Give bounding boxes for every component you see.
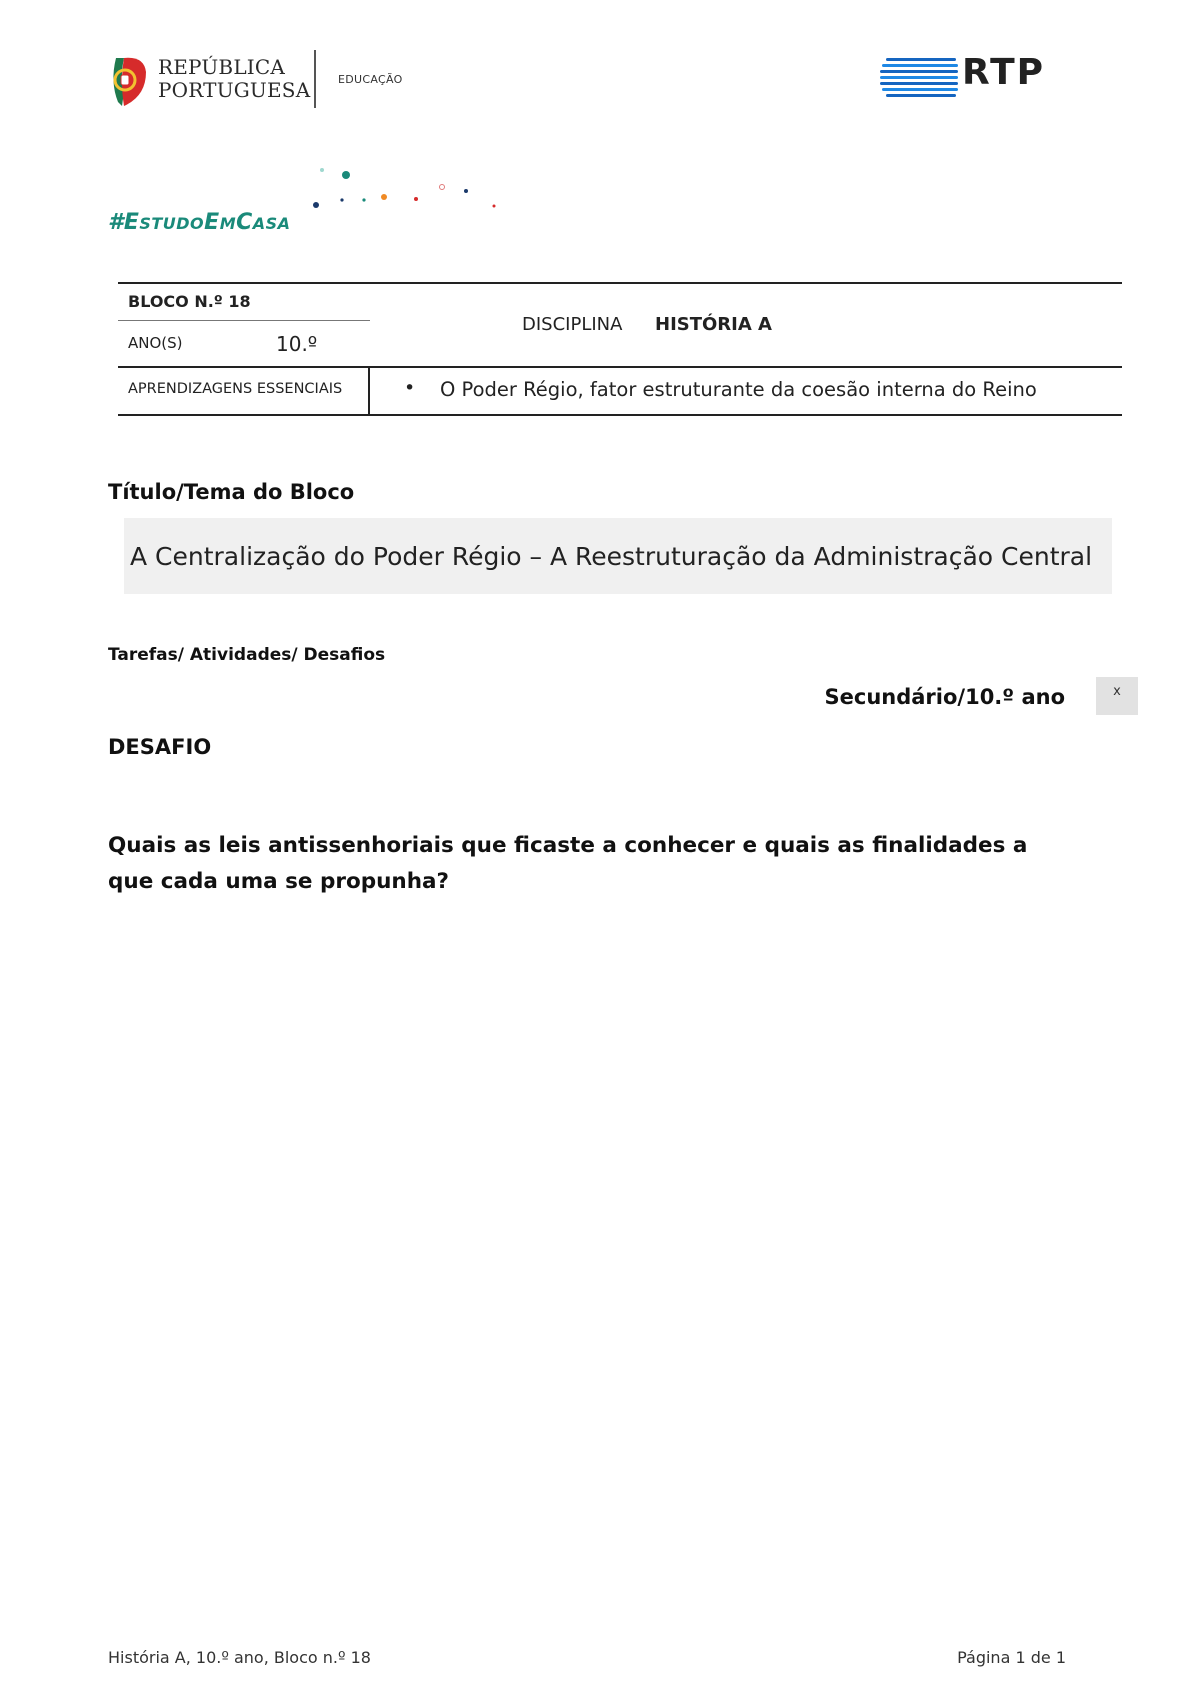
educacao-label: EDUCAÇÃO	[338, 73, 403, 86]
republica-portuguesa-text	[158, 56, 310, 102]
disciplina-value: HISTÓRIA A	[655, 314, 772, 335]
aprendizagens-bullet: •	[404, 377, 416, 399]
rtp-stripes-icon	[880, 58, 960, 98]
rtp-logo	[880, 52, 1066, 102]
republica-portuguesa-logo	[108, 50, 428, 110]
brand-e2: E	[204, 210, 220, 235]
brand-e3-rest: ASA	[252, 214, 291, 233]
challenge-heading: DESAFIO	[108, 735, 212, 759]
tasks-label: Tarefas/ Atividades/ Desafios	[108, 645, 386, 665]
aprendizagens-label: APRENDIZAGENS ESSENCIAIS	[128, 381, 343, 397]
table-inner-rule	[118, 320, 370, 321]
table-mid-rule	[118, 366, 1122, 368]
brand-e1: E	[123, 210, 140, 235]
portuguesa-line: PORTUGUESA	[158, 78, 311, 102]
logo-divider	[314, 50, 316, 108]
title-section-label: Título/Tema do Bloco	[108, 480, 355, 504]
footer-document-info: História A, 10.º ano, Bloco n.º 18	[108, 1648, 371, 1667]
hash: #	[108, 210, 124, 235]
brand-e2-rest: M	[219, 214, 237, 233]
anos-value: 10.º	[276, 332, 318, 356]
republica-line: REPÚBLICA	[158, 55, 286, 79]
aprendizagens-value: O Poder Régio, fator estruturante da coesão interna do Reino	[440, 378, 1037, 401]
table-top-rule	[118, 282, 1122, 284]
close-button[interactable]: x	[1096, 677, 1138, 715]
bloco-number: BLOCO N.º 18	[128, 292, 251, 311]
table-vertical-rule	[368, 366, 370, 415]
portugal-emblem-icon	[108, 52, 148, 108]
rtp-wordmark: RTP	[962, 52, 1046, 93]
challenge-question: Quais as leis antissenhoriais que ficaste a conhecer e quais as finalidades a que cada uma se propunha?	[108, 833, 1028, 894]
title-box	[124, 518, 1112, 594]
footer-page-number: Página 1 de 1	[957, 1648, 1066, 1667]
anos-label: ANO(S)	[128, 334, 183, 352]
bloco-info-table	[118, 282, 1122, 416]
estudo-em-casa-brand	[108, 210, 291, 235]
brand-e1-rest: STUDO	[139, 214, 205, 233]
table-bottom-rule	[118, 414, 1122, 416]
block-title: A Centralização do Poder Régio – A Reestruturação da Administração Central	[130, 542, 1093, 571]
brand-e3: C	[236, 210, 253, 235]
confetti-dots-icon	[300, 160, 510, 220]
disciplina-label: DISCIPLINA	[522, 314, 623, 335]
level-label: Secundário/10.º ano	[824, 685, 1065, 709]
